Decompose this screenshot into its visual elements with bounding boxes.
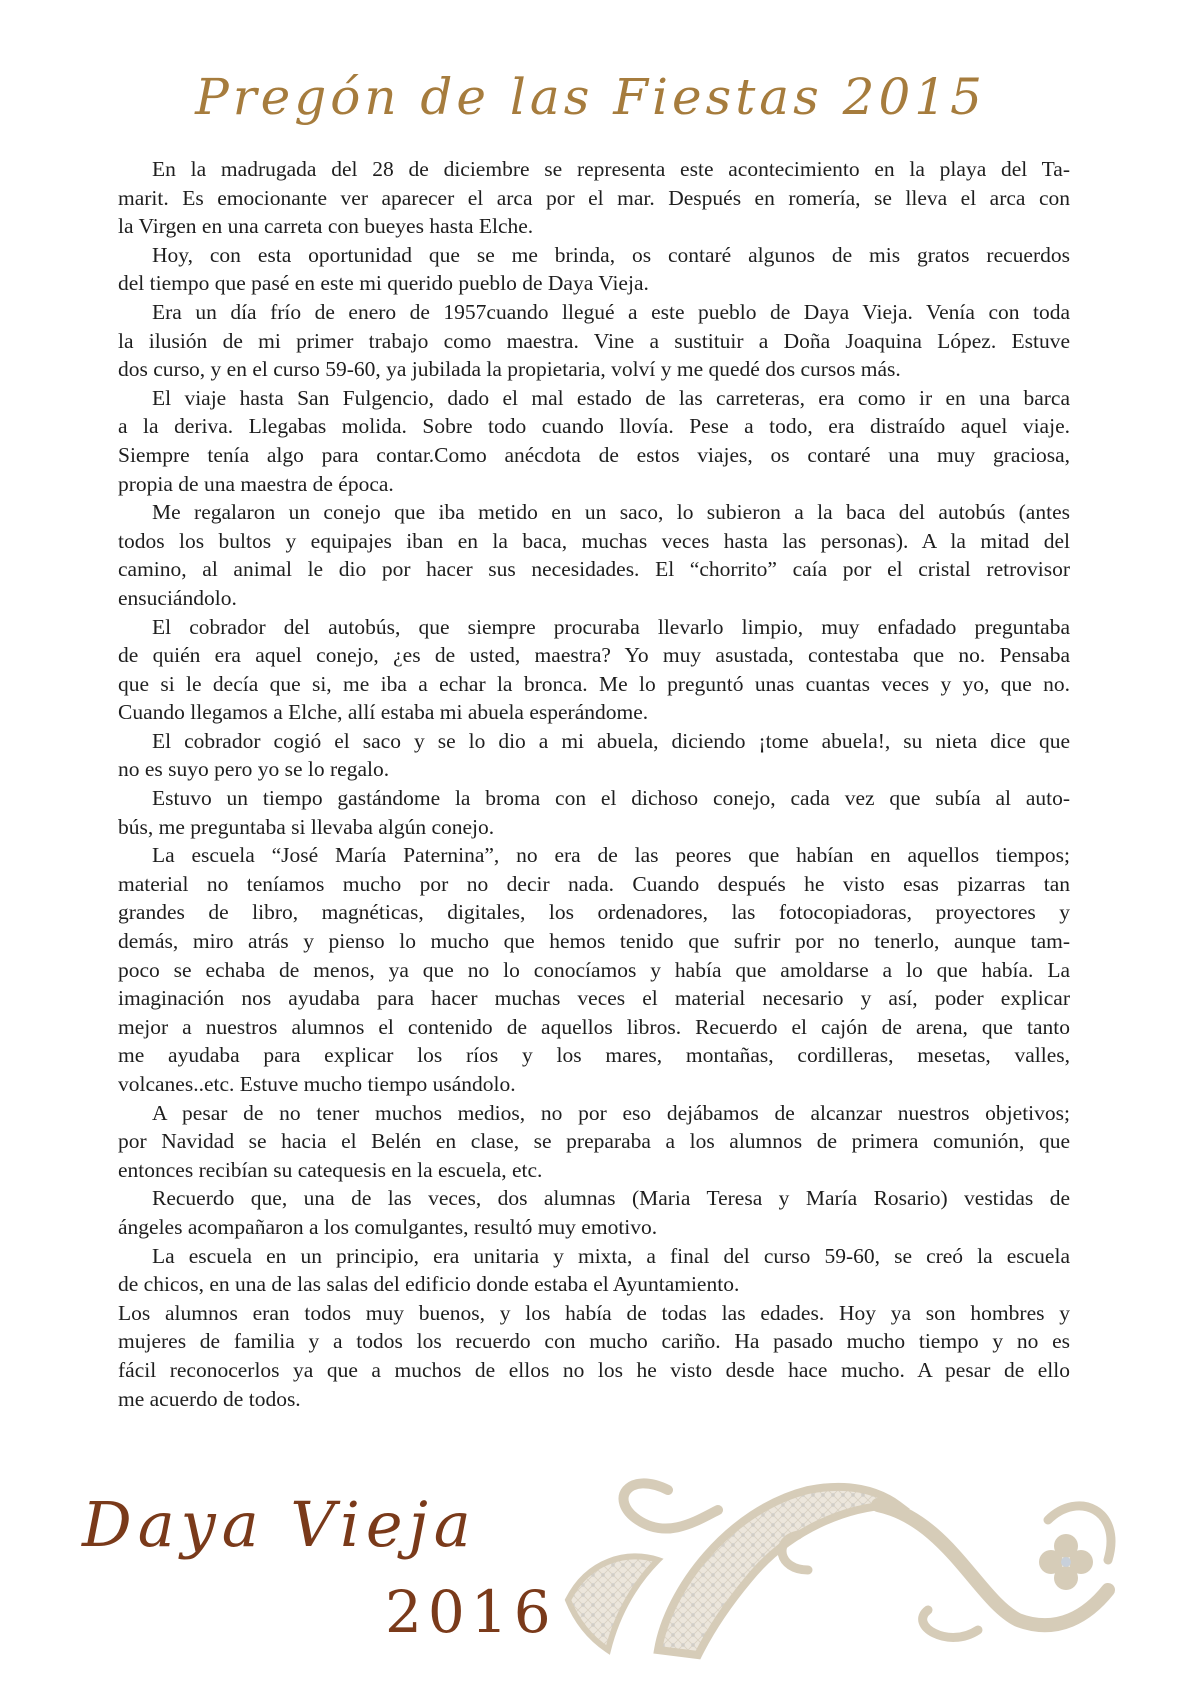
article-line: La escuela en un principio, era unitaria y mixta, a final del curso 59-60, se creó la escuela (152, 1243, 1070, 1268)
article-line: por Navidad se hacia el Belén en clase, se preparaba a los alumnos de primera comunión, que (118, 1129, 1070, 1154)
article-line: Era un día frío de enero de 1957cuando llegué a este pueblo de Daya Vieja. Venía con toda (152, 299, 1070, 324)
article-line: bús, me preguntaba si llevaba algún conejo. (118, 814, 495, 839)
article-line: del tiempo que pasé en este mi querido pueblo de Daya Vieja. (118, 271, 649, 296)
article-line: propia de una maestra de época. (118, 471, 394, 496)
article-line: grandes de libro, magnéticas, digitales, los ordenadores, las fotocopiadoras, proyectores y (118, 900, 1070, 925)
article-line: poco se echaba de menos, ya que no lo conocíamos y había que amoldarse a lo que había. La (118, 957, 1070, 982)
article-line: ángeles acompañaron a los comulgantes, resultó muy emotivo. (118, 1214, 658, 1239)
article-line: camino, al animal le dio por hacer sus necesidades. El “chorrito” caía por el cristal retrovisor (118, 557, 1070, 582)
footer-place-name: Daya Vieja (82, 1488, 477, 1561)
article-line: Siempre tenía algo para contar.Como anécdota de estos viajes, os contaré una muy graciosa, (118, 442, 1070, 467)
article-line: Los alumnos eran todos muy buenos, y los había de todas las edades. Hoy ya son hombres y (118, 1300, 1070, 1325)
article-line: mujeres de familia y a todos los recuerdo con mucho cariño. Ha pasado mucho tiempo y no es (118, 1329, 1070, 1354)
article-line: imaginación nos ayudaba para hacer muchas veces el material necesario y así, poder explicar (118, 986, 1070, 1011)
article-line: demás, miro atrás y pienso lo mucho que hemos tenido que sufrir por no tenerlo, aunque tam- (118, 929, 1070, 954)
footer-year: 2016 (385, 1578, 557, 1646)
article-line: ensuciándolo. (118, 585, 237, 610)
page-title: Pregón de las Fiestas 2015 (195, 68, 986, 126)
article-line: Me regalaron un conejo que iba metido en un saco, lo subieron a la baca del autobús (antes (152, 500, 1070, 525)
article-line: a la deriva. Llegabas molida. Sobre todo cuando llovía. Pese a todo, era distraído aquel viaje. (118, 414, 1070, 439)
article-line: volcanes..etc. Estuve mucho tiempo usándolo. (118, 1072, 516, 1096)
article-line: El cobrador del autobús, que siempre procuraba llevarlo limpio, muy enfadado preguntaba (152, 614, 1070, 639)
article-line: de chicos, en una de las salas del edificio donde estaba el Ayuntamiento. (118, 1272, 740, 1297)
article-line: A pesar de no tener muchos medios, no por eso dejábamos de alcanzar nuestros objetivos; (152, 1100, 1070, 1125)
article-line: entonces recibían su catequesis en la escuela, etc. (118, 1157, 543, 1182)
article-line: no es suyo pero yo se lo regalo. (118, 757, 390, 782)
article-line: todos los bultos y equipajes iban en la baca, muchas veces hasta las personas). A la mitad del (118, 528, 1070, 553)
article-line: El viaje hasta San Fulgencio, dado el mal estado de las carreteras, era como ir en una barca (152, 385, 1070, 410)
article-line: Hoy, con esta oportunidad que se me brinda, os contaré algunos de mis gratos recuerdos (152, 242, 1070, 267)
article-line: La escuela “José María Paternina”, no era de las peores que habían en aquellos tiempos; (152, 843, 1070, 868)
article-line: Cuando llegamos a Elche, allí estaba mi abuela esperándome. (118, 700, 649, 725)
article-line: de quién era aquel conejo, ¿es de usted, maestra? Yo muy asustada, contestaba que no. Pensaba (118, 643, 1070, 668)
lace-scroll-ornament-icon (548, 1450, 1148, 1680)
article-line: Recuerdo que, una de las veces, dos alumnas (Maria Teresa y María Rosario) vestidas de (152, 1186, 1070, 1211)
article-line: fácil reconocerlos ya que a muchos de ellos no los he visto desde hace mucho. A pesar de ello (118, 1357, 1070, 1382)
article-line: me acuerdo de todos. (118, 1386, 301, 1411)
article-line: Estuvo un tiempo gastándome la broma con el dichoso conejo, cada vez que subía al auto- (152, 786, 1070, 811)
article-line: que si le decía que si, me iba a echar la bronca. Me lo preguntó unas cuantas veces y yo, que no. (118, 671, 1070, 696)
article-line: la ilusión de mi primer trabajo como maestra. Vine a sustituir a Doña Joaquina López. Estuve (118, 328, 1070, 353)
article-line: la Virgen en una carreta con bueyes hasta Elche. (118, 214, 534, 239)
article-line: material no teníamos mucho por no decir nada. Cuando después he visto esas pizarras tan (118, 871, 1070, 896)
article-body (118, 155, 1070, 1413)
article-line: En la madrugada del 28 de diciembre se representa este acontecimiento en la playa del Ta- (152, 157, 1070, 181)
article-line: marit. Es emocionante ver aparecer el arca por el mar. Después en romería, se lleva el arca con (118, 185, 1070, 210)
article-line: El cobrador cogió el saco y se lo dio a mi abuela, diciendo ¡tome abuela!, su nieta dice que (152, 728, 1070, 753)
article-line: dos curso, y en el curso 59-60, ya jubilada la propietaria, volví y me quedé dos cursos más. (118, 357, 901, 382)
article-line: me ayudaba para explicar los ríos y los mares, montañas, cordilleras, mesetas, valles, (118, 1043, 1070, 1068)
article-line: mejor a nuestros alumnos el contenido de aquellos libros. Recuerdo el cajón de arena, que tanto (118, 1014, 1070, 1039)
